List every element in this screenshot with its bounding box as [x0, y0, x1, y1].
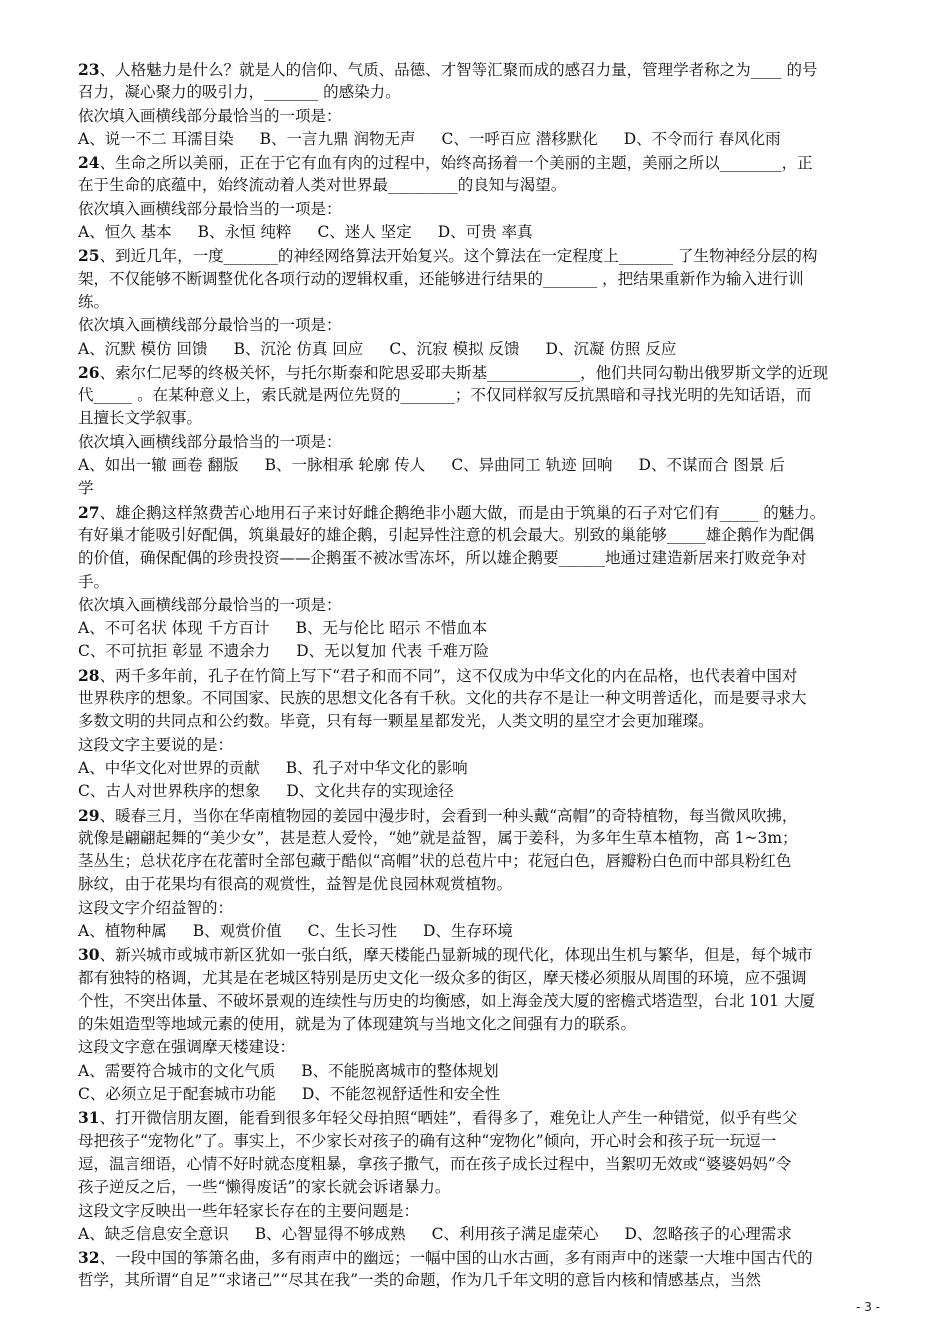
- question-text-line: [78, 710, 878, 733]
- answer-option: D、不谋而合 图景 后: [638, 456, 785, 475]
- question-29: [78, 804, 878, 944]
- question-text: 、索尔仁尼琴的终极关怀，与托尔斯泰和陀思妥耶夫斯基____________，他们共同勾勒出俄罗斯文学的近现: [99, 363, 829, 382]
- question-prompt: 依次填入画横线部分最恰当的一项是：: [78, 106, 342, 125]
- answer-option: B、孔子对中华文化的影响: [285, 758, 468, 777]
- answer-option: A、说一不二 耳濡目染: [78, 129, 234, 148]
- question-27: [78, 501, 878, 664]
- answer-option: B、心智显得不够成熟: [254, 1224, 406, 1243]
- page-number: - 3 -: [856, 1300, 880, 1314]
- question-number: 24: [78, 153, 100, 173]
- question-28: [78, 664, 878, 804]
- question-text-line: [78, 990, 878, 1013]
- question-text: 、人格魅力是什么？就是人的信仰、气质、品德、才智等汇聚而成的感召力量，管理学者称之为____ 的号: [99, 61, 818, 79]
- answer-option: D、忽略孩子的心理需求: [624, 1224, 792, 1243]
- answer-option: A、中华文化对世界的贡献: [78, 758, 260, 777]
- question-number: 32: [78, 1248, 100, 1268]
- question-23: [78, 58, 878, 151]
- answer-option: B、一脉相承 轮廓 传人: [264, 456, 426, 475]
- options-row: [78, 1083, 878, 1106]
- answer-option: D、生存环境: [422, 921, 513, 940]
- question-text-line: [78, 664, 878, 687]
- question-text: 个性，不突出体量、不破坏景观的连续性与历史的均衡感，如上海金茂大厦的密檐式塔造型，台北 101 大厦: [78, 991, 815, 1010]
- question-text: 架，不仅能够不断调整优化各项行动的逻辑权重，还能够进行结果的_______ ，把结果重新作为输入进行训: [78, 269, 804, 288]
- question-number: 26: [78, 362, 100, 382]
- question-text: 都有独特的格调，尤其是在老城区特别是历史文化一级众多的街区，摩天楼必须服从周围的环境，应不强调: [78, 968, 807, 987]
- question-prompt: 依次填入画横线部分最恰当的一项是：: [78, 199, 342, 218]
- answer-option: A、植物种属: [78, 921, 167, 940]
- options-row: [78, 1223, 878, 1246]
- question-text: 孩子逆反之后，一些“懒得废话”的家长就会诉诸暴力。: [78, 1178, 451, 1197]
- question-number: 30: [78, 945, 100, 965]
- answer-option: C、沉寂 模拟 反馈: [389, 339, 520, 358]
- question-text: 、暖春三月，当你在华南植物园的姜园中漫步时，会看到一种头戴“高帽”的奇特植物，每当微风吹拂，: [99, 806, 798, 825]
- question-text-line: [78, 1153, 878, 1176]
- question-number: 25: [78, 246, 100, 266]
- question-text-line: [78, 1130, 878, 1153]
- question-text-line: [78, 268, 878, 291]
- question-prompt: 这段文字介绍益智的：: [78, 898, 234, 917]
- question-text: 世界秩序的想象。不同国家、民族的思想文化各有千秋。文化的共存不是让一种文明普适化，而是要寻求大: [78, 689, 807, 708]
- question-text-line: [78, 873, 878, 896]
- question-text-line: [78, 967, 878, 990]
- options-row: [78, 780, 878, 803]
- answer-option: D、文化共存的实现途径: [286, 782, 454, 801]
- question-text: 练。: [78, 292, 110, 311]
- question-text: 、到近几年，一度_______的神经网络算法开始复兴。这个算法在一定程度上_______ 了生物神经分层的构: [99, 247, 818, 266]
- question-text-line: [78, 81, 878, 104]
- question-text: 代_____ 。在某种意义上，索氏就是两位先贤的_______；不仅同样叙写反抗黑暗和寻找光明的先知话语，而: [78, 386, 812, 405]
- question-text: 且擅长文学叙事。: [78, 409, 203, 428]
- question-text: 、生命之所以美丽，正在于它有血有肉的过程中，始终高扬着一个美丽的主题，美丽之所以________，正: [99, 154, 813, 173]
- options-row: [78, 477, 878, 500]
- question-text: 多数文明的共同点和公约数。毕竟，只有每一颗星星都发光，人类文明的星空才会更加璀璨。: [78, 712, 714, 731]
- question-prompt: 依次填入画横线部分最恰当的一项是：: [78, 432, 342, 451]
- options-row: [78, 454, 878, 477]
- options-row: [78, 757, 878, 780]
- answer-option: B、不能脱离城市的整体规划: [301, 1061, 499, 1080]
- question-text: 哲学，其所谓“自足”“求诸己”“尽其在我”一类的命题，作为几千年文明的意旨内核和情感基点，当然: [78, 1271, 762, 1290]
- question-text-line: [78, 1246, 878, 1269]
- answer-option: D、不能忽视舒适性和安全性: [301, 1085, 501, 1104]
- question-30: [78, 943, 878, 1106]
- question-text: 、一段中国的筝箫名曲，多有雨声中的幽远；一幅中国的山水古画，多有雨声中的迷蒙一大堆中国古代的: [99, 1249, 813, 1268]
- question-prompt: 这段文字主要说的是：: [78, 735, 234, 754]
- answer-option: B、无与伦比 昭示 不惜血本: [295, 619, 488, 638]
- question-text: 逗，温言细语，心情不好时就态度粗暴，拿孩子撒气，而在孩子成长过程中，当絮叨无效或“婆婆妈妈”令: [78, 1154, 792, 1173]
- answer-option: A、恒久 基本: [78, 223, 172, 242]
- question-text-line: [78, 361, 878, 384]
- question-list: [78, 58, 878, 1293]
- answer-option: C、不可抗拒 彰显 不遗余力: [78, 642, 271, 661]
- question-text: 、新兴城市或城市新区犹如一张白纸，摩天楼能凸显新城的现代化，体现出生机与繁华，但是，每个城市: [99, 946, 813, 965]
- options-row: [78, 640, 878, 663]
- answer-option: B、永恒 纯粹: [197, 223, 292, 242]
- question-text: 的价值，确保配偶的珍贵投资——企鹅蛋不被冰雪冻坏，所以雄企鹅要______地通过建造新居来打败竞争对: [78, 549, 807, 568]
- question-text: 在于生命的底蕴中，始终流动着人类对世界最_________的良知与渴望。: [78, 176, 567, 195]
- answer-option: C、生长习性: [307, 921, 397, 940]
- answer-option: C、异曲同工 轨迹 回响: [451, 456, 613, 475]
- question-text: 、雄企鹅这样煞费苦心地用石子来讨好雌企鹅绝非小题大做，而是由于筑巢的石子对它们有_____ 的魅力。: [99, 503, 826, 522]
- question-number: 28: [78, 665, 100, 685]
- question-text-line: [78, 1106, 878, 1129]
- question-text-line: [78, 407, 878, 430]
- question-26: [78, 361, 878, 501]
- question-text: 、打开微信朋友圈，能看到很多年轻父母拍照“晒娃”，看得多了，难免让人产生一种错觉，似乎有些父: [99, 1109, 798, 1128]
- question-text-line: [78, 291, 878, 314]
- question-text-line: [78, 1013, 878, 1036]
- question-text-line: [78, 1269, 878, 1292]
- answer-option: D、沉凝 仿照 反应: [545, 339, 677, 358]
- answer-option: D、可贵 率真: [437, 223, 533, 242]
- question-text-line: [78, 384, 878, 407]
- options-row: [78, 221, 878, 244]
- question-text-line: [78, 151, 878, 174]
- question-text-line: [78, 174, 878, 197]
- answer-option: A、沉默 模仿 回馈: [78, 339, 208, 358]
- answer-option: B、一言九鼎 润物无声: [259, 129, 416, 148]
- question-text-line: [78, 850, 878, 873]
- question-text-line: [78, 827, 878, 850]
- options-row: [78, 617, 878, 640]
- question-prompt: 这段文字意在强调摩天楼建设：: [78, 1038, 296, 1057]
- question-text: 有好巢才能吸引好配偶，筑巢最好的雄企鹅，引起异性注意的机会最大。别致的巢能够_____雄企鹅作为配偶: [78, 525, 815, 544]
- question-text: 的朱姐造型等地域元素的使用，就是为了体现建筑与当地文化之间强有力的联系。: [78, 1015, 637, 1034]
- answer-option: A、不可名状 体现 千方百计: [78, 619, 270, 638]
- question-text-line: [78, 501, 878, 524]
- answer-option: B、观赏价值: [192, 921, 282, 940]
- question-number: 23: [78, 60, 100, 79]
- options-row: [78, 128, 878, 151]
- question-prompt: 这段文字反映出一些年轻家长存在的主要问题是：: [78, 1201, 420, 1220]
- question-text-line: [78, 687, 878, 710]
- answer-option: C、利用孩子满足虚荣心: [431, 1224, 599, 1243]
- question-text: 茎丛生；总状花序在花蕾时全部包藏于酷似“高帽”状的总苞片中；花冠白色，唇瓣粉白色而中部具粉红色: [78, 852, 792, 871]
- answer-option: A、需要符合城市的文化气质: [78, 1061, 276, 1080]
- question-number: 31: [78, 1108, 100, 1128]
- question-32: [78, 1246, 878, 1293]
- question-text-line: [78, 547, 878, 570]
- question-text-line: [78, 524, 878, 547]
- question-number: 29: [78, 805, 100, 825]
- question-text-line: [78, 571, 878, 594]
- question-text: 脉纹，由于花果均有很高的观赏性，益智是优良园林观赏植物。: [78, 875, 513, 894]
- question-text: 、两千多年前，孔子在竹简上写下“君子和而不同”，这不仅成为中华文化的内在品格，也代表着中国对: [99, 666, 798, 685]
- question-text-line: [78, 58, 878, 81]
- question-text-line: [78, 943, 878, 966]
- question-prompt: 依次填入画横线部分最恰当的一项是：: [78, 595, 342, 614]
- question-24: [78, 151, 878, 244]
- question-text: 手。: [78, 572, 110, 591]
- answer-option: A、如出一辙 画卷 翻版: [78, 456, 239, 475]
- question-text-line: [78, 1176, 878, 1199]
- options-row: [78, 920, 878, 943]
- question-text-line: [78, 244, 878, 267]
- answer-option: C、古人对世界秩序的想象: [78, 782, 261, 801]
- answer-option: B、沉沦 仿真 回应: [233, 339, 364, 358]
- question-31: [78, 1106, 878, 1246]
- options-row: [78, 1060, 878, 1083]
- answer-option: D、不令而行 春风化雨: [623, 129, 781, 148]
- answer-option: C、迷人 坚定: [317, 223, 412, 242]
- answer-option: D、无以复加 代表 千难万险: [296, 642, 490, 661]
- question-text: 召力，凝心聚力的吸引力，_______ 的感染力。: [78, 83, 401, 102]
- answer-option: 学: [78, 479, 94, 498]
- answer-option: A、缺乏信息安全意识: [78, 1224, 229, 1243]
- question-prompt: 依次填入画横线部分最恰当的一项是：: [78, 316, 342, 335]
- options-row: [78, 338, 878, 361]
- answer-option: C、必须立足于配套城市功能: [78, 1085, 276, 1104]
- question-25: [78, 244, 878, 360]
- question-text-line: [78, 804, 878, 827]
- answer-option: C、一呼百应 潜移默化: [441, 129, 598, 148]
- question-text: 就像是翩翩起舞的“美少女”，甚是惹人爱怜，“她”就是益智，属于姜科，为多年生草本植物，高 1~3m；: [78, 828, 798, 847]
- question-text: 母把孩子“宠物化”了。事实上，不少家长对孩子的确有这种“宠物化”倾向，开心时会和孩子玩一玩逗一: [78, 1131, 777, 1150]
- question-number: 27: [78, 502, 100, 522]
